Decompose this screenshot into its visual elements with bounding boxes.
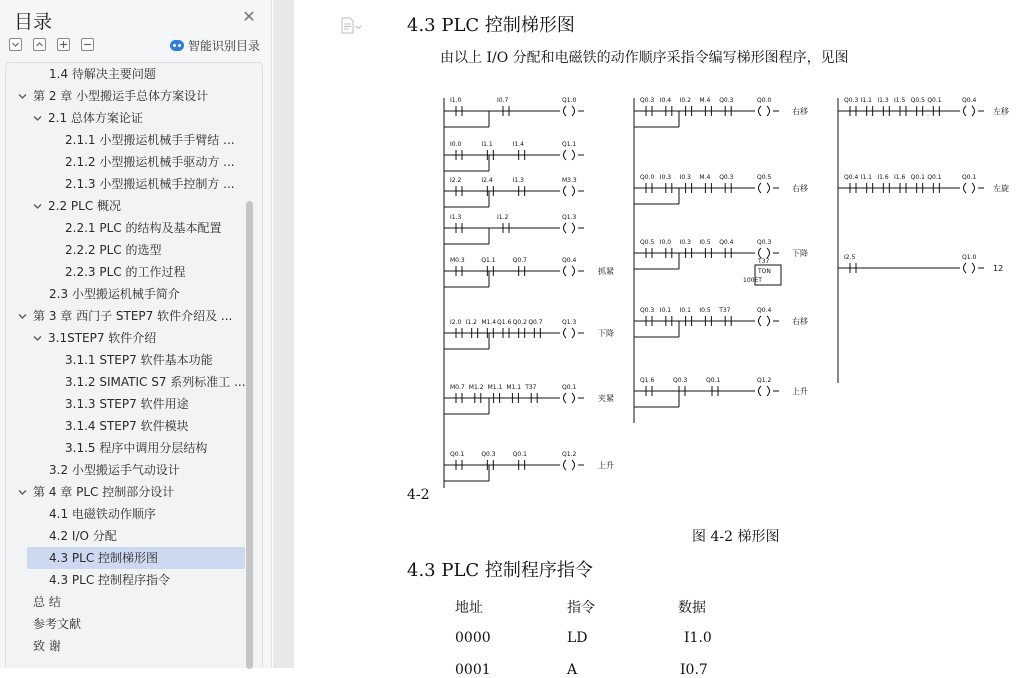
table-cell: 0000 — [455, 630, 491, 646]
chevron-down-icon[interactable] — [33, 334, 42, 343]
ladder-coil — [759, 248, 770, 258]
ladder-note: 抓紧 — [598, 267, 614, 276]
toc-item[interactable] — [6, 261, 245, 283]
toc-item-label: 总 结 — [33, 595, 61, 609]
toc-item[interactable] — [6, 635, 245, 657]
ladder-contact-label: I1.2 — [465, 319, 477, 326]
ladder-contact-label: M1.2 — [468, 384, 484, 391]
toc-item-label: 4.3 PLC 控制梯形图 — [49, 551, 159, 565]
ladder-note: 下降 — [792, 249, 808, 258]
ladder-contact-label: M1.1 — [506, 384, 522, 391]
ladder-contact-label: Q0.0 — [640, 174, 655, 181]
toc-item[interactable] — [6, 613, 245, 635]
toc-item[interactable] — [6, 415, 245, 437]
ladder-note: 夹紧 — [598, 394, 614, 403]
ladder-contact-label: I0.2 — [679, 97, 691, 104]
ladder-contact-label: Q0.7 — [512, 257, 527, 264]
toc-item[interactable] — [6, 459, 245, 481]
ladder-contact-label: I1.6 — [877, 174, 889, 181]
ladder-coil — [564, 266, 575, 276]
ladder-coil — [564, 106, 575, 116]
toc-item[interactable] — [6, 393, 245, 415]
toc-item-label: 3.1STEP7 软件介绍 — [48, 331, 157, 345]
ladder-contact-label: Q0.1 — [927, 174, 942, 181]
ladder-note: 左移 — [993, 107, 1009, 116]
toc-item-label: 3.1.3 STEP7 软件用途 — [65, 397, 189, 411]
timer-type: TON — [758, 268, 771, 275]
figure-caption: 图 4-2 梯形图 — [692, 529, 780, 545]
smart-toc-label: 智能识别目录 — [188, 39, 261, 53]
ladder-note: 右移 — [792, 317, 808, 326]
toc-item[interactable] — [6, 371, 245, 393]
ladder-coil-label: Q0.4 — [757, 307, 772, 314]
toc-item[interactable] — [6, 437, 245, 459]
toc-item-label: 2.2 PLC 概况 — [48, 199, 122, 213]
ladder-contact-label: Q0.1 — [512, 451, 527, 458]
ladder-contact-label: M1.4 — [481, 319, 497, 326]
ladder-contact-label: I0.5 — [699, 239, 711, 246]
ladder-note: 上升 — [598, 461, 614, 470]
ladder-note: 上升 — [792, 387, 808, 396]
ladder-contact-label: Q1.6 — [640, 377, 655, 384]
ladder-contact-label: M0.3 — [450, 257, 465, 264]
document-icon[interactable] — [341, 17, 363, 39]
ladder-contact-label: Q1.1 — [481, 257, 496, 264]
toc-item-label: 2.1 总体方案论证 — [48, 111, 143, 125]
ladder-contact-label: I2.4 — [481, 177, 493, 184]
ladder-contact-label: I0.3 — [659, 174, 672, 181]
add-heading-icon[interactable] — [57, 38, 70, 51]
ladder-coil-label: Q1.2 — [757, 377, 772, 384]
ladder-contact-label: I1.4 — [512, 141, 524, 148]
toc-item-label: 4.3 PLC 控制程序指令 — [49, 573, 171, 587]
ladder-coil-label: Q1.3 — [562, 214, 577, 221]
table-header-data: 数据 — [678, 600, 706, 616]
ladder-diagram — [438, 93, 1013, 493]
chevron-down-icon[interactable] — [33, 114, 42, 123]
ladder-note: 左旋 — [993, 184, 1009, 193]
ladder-contact-label: T37 — [525, 384, 537, 391]
toc-item[interactable] — [6, 569, 245, 591]
ladder-contact-label: Q0.3 — [719, 97, 734, 104]
ladder-coil — [759, 316, 770, 326]
ladder-contact-label: M.4 — [699, 174, 711, 181]
table-cell: 0001 — [455, 662, 491, 678]
toc-item-label: 2.2.1 PLC 的结构及基本配置 — [65, 221, 222, 235]
ladder-coil-label: Q0.0 — [757, 97, 772, 104]
collapse-all-icon[interactable] — [33, 38, 46, 51]
toc-item-label: 3.1.1 STEP7 软件基本功能 — [65, 353, 213, 367]
ladder-contact-label: I1.5 — [894, 97, 906, 104]
ladder-coil — [759, 386, 770, 396]
ladder-contact-label: I1.0 — [450, 97, 462, 104]
ladder-contact-label: I1.6 — [894, 174, 906, 181]
toc-item-label: 3.2 小型搬运手气动设计 — [49, 463, 180, 477]
ladder-coil-label: Q0.3 — [757, 239, 772, 246]
ladder-contact-label: Q0.3 — [640, 97, 655, 104]
ladder-contact-label: Q0.1 — [706, 377, 721, 384]
toc-item-label: 3.1.5 程序中调用分层结构 — [65, 441, 208, 455]
chevron-down-icon[interactable] — [18, 92, 27, 101]
toc-item[interactable] — [6, 327, 245, 349]
ladder-contact-label: I0.1 — [659, 307, 672, 314]
ladder-coil — [564, 460, 575, 470]
expand-all-icon[interactable] — [9, 38, 22, 51]
toc-scrollbar[interactable] — [246, 201, 253, 669]
ladder-contact-label: T37 — [719, 307, 731, 314]
ladder-contact-label: Q0.3 — [719, 174, 734, 181]
ladder-contact-label: Q0.4 — [719, 239, 734, 246]
ladder-coil-label: M3.3 — [562, 177, 577, 184]
ladder-coil — [564, 328, 575, 338]
ladder-contact-label: Q0.5 — [640, 239, 655, 246]
ladder-contact-label: I0.3 — [679, 239, 691, 246]
ladder-contact-label: Q0.1 — [927, 97, 942, 104]
ladder-coil-label: Q1.2 — [562, 451, 577, 458]
section2-heading: 4.3 PLC 控制程序指令 — [407, 560, 593, 581]
section-heading: 4.3 PLC 控制梯形图 — [407, 15, 575, 36]
toc-item-label: 致 谢 — [33, 639, 61, 653]
ladder-contact-label: M1.1 — [487, 384, 503, 391]
toc-item-label: 参考文献 — [33, 617, 82, 631]
ladder-contact-label: I0.0 — [659, 239, 672, 246]
ladder-coil-label: Q0.1 — [562, 384, 577, 391]
ladder-contact-label: Q0.5 — [910, 97, 925, 104]
ladder-contact-label: I1.3 — [450, 214, 462, 221]
timer-preset: 100ET — [743, 277, 762, 284]
ladder-note: 右移 — [792, 107, 808, 116]
toc-item-label: 2.2.2 PLC 的选型 — [65, 243, 162, 257]
toc-item[interactable] — [6, 129, 245, 151]
robot-icon — [170, 40, 184, 51]
ladder-note: 右移 — [792, 184, 808, 193]
ladder-coil-label: Q0.4 — [562, 257, 577, 264]
toc-item[interactable] — [6, 283, 245, 305]
chevron-down-icon[interactable] — [18, 488, 27, 497]
chevron-down-icon[interactable] — [33, 202, 42, 211]
toc-item[interactable] — [6, 481, 245, 503]
ladder-contact-label: I2.0 — [450, 319, 462, 326]
ladder-contact-label: Q0.1 — [910, 174, 925, 181]
toc-item[interactable] — [6, 503, 245, 525]
close-icon[interactable]: ✕ — [242, 7, 256, 26]
ladder-contact-label: I2.5 — [844, 254, 856, 261]
toc-item[interactable] — [6, 525, 245, 547]
toc-list — [5, 62, 263, 668]
ladder-coil-label: Q1.3 — [562, 319, 577, 326]
ladder-coil-label: Q0.5 — [757, 174, 772, 181]
ladder-contact-label: I1.2 — [497, 214, 509, 221]
toc-item[interactable] — [6, 217, 245, 239]
sidebar-title: 目录 — [14, 11, 53, 33]
ladder-contact-label: I0.4 — [659, 97, 672, 104]
timer-name: T37 — [758, 258, 770, 265]
table-header-instruction: 指令 — [567, 600, 595, 616]
ladder-contact-label: I0.0 — [450, 141, 462, 148]
toc-item[interactable] — [6, 349, 245, 371]
ladder-coil-label: Q0.1 — [962, 174, 977, 181]
remove-heading-icon[interactable] — [81, 38, 94, 51]
toc-item-label: 4.1 电磁铁动作顺序 — [49, 507, 156, 521]
toc-item[interactable] — [6, 173, 245, 195]
ladder-coil-label: Q0.4 — [962, 97, 977, 104]
ladder-coil-label: Q1.0 — [562, 97, 577, 104]
ladder-contact-label: I0.3 — [679, 174, 691, 181]
ladder-contact-label: Q0.1 — [450, 451, 465, 458]
ladder-contact-label: Q0.3 — [481, 451, 496, 458]
toc-item[interactable] — [6, 239, 245, 261]
ladder-contact-label: I0.7 — [497, 97, 509, 104]
toc-item-label: 2.1.1 小型搬运机械手手臂结 ... — [65, 133, 235, 147]
ladder-coil — [564, 150, 575, 160]
toc-item-label: 3.1.2 SIMATIC S7 系列标准工 ... — [65, 375, 246, 389]
chevron-down-icon[interactable] — [18, 312, 27, 321]
ladder-contact-label: M.4 — [699, 97, 711, 104]
ladder-coil — [964, 183, 975, 193]
ladder-coil — [564, 393, 575, 403]
ladder-coil-label: Q1.1 — [562, 141, 577, 148]
ladder-coil — [564, 186, 575, 196]
table-header-address: 地址 — [455, 600, 483, 616]
toc-item-label: 4.2 I/O 分配 — [49, 529, 117, 543]
table-cell: I1.0 — [684, 630, 712, 646]
ladder-note: 12 — [993, 264, 1004, 273]
ladder-coil — [964, 106, 975, 116]
toc-item[interactable] — [6, 85, 245, 107]
toc-item-label: 第 3 章 西门子 STEP7 软件介绍及 ... — [33, 309, 233, 323]
ladder-coil — [759, 106, 770, 116]
ladder-contact-label: I1.1 — [860, 174, 872, 181]
ladder-note: 下降 — [598, 329, 614, 338]
toc-item[interactable] — [6, 63, 245, 85]
ladder-contact-label: Q0.3 — [640, 307, 655, 314]
toc-item[interactable] — [6, 305, 245, 327]
ladder-coil — [759, 183, 770, 193]
toc-item-label: 2.3 小型搬运机械手简介 — [49, 287, 180, 301]
toc-item-label: 2.1.2 小型搬运机械手驱动方 ... — [65, 155, 235, 169]
ladder-contact-label: I2.2 — [450, 177, 462, 184]
ladder-contact-label: I1.3 — [877, 97, 889, 104]
ladder-contact-label: Q0.3 — [673, 377, 688, 384]
toc-item-label: 第 2 章 小型搬运手总体方案设计 — [33, 89, 209, 103]
toc-item-label: 第 4 章 PLC 控制部分设计 — [33, 485, 175, 499]
ladder-coil — [564, 223, 575, 233]
toc-item[interactable] — [6, 151, 245, 173]
toc-sidebar — [0, 0, 272, 668]
ladder-coil — [964, 263, 975, 273]
ladder-contact-label: Q1.6 — [497, 319, 512, 326]
ladder-contact-label: Q0.7 — [528, 319, 543, 326]
ladder-coil-label: Q1.0 — [962, 254, 977, 261]
toc-item[interactable] — [6, 591, 245, 613]
toc-item-label: 2.2.3 PLC 的工作过程 — [65, 265, 186, 279]
ladder-contact-label: Q0.3 — [844, 97, 859, 104]
toc-item[interactable] — [6, 195, 245, 217]
toc-item-label: 3.1.4 STEP7 软件模块 — [65, 419, 189, 433]
table-cell: I0.7 — [680, 662, 708, 678]
ladder-contact-label: I0.5 — [699, 307, 711, 314]
smart-toc-button[interactable] — [170, 37, 260, 54]
ladder-contact-label: I1.1 — [860, 97, 872, 104]
ladder-contact-label: I1.1 — [481, 141, 493, 148]
ladder-contact-label: M0.7 — [450, 384, 465, 391]
ladder-contact-label: Q0.2 — [512, 319, 527, 326]
toc-toolbar — [9, 38, 94, 52]
ladder-contact-label: I0.1 — [679, 307, 691, 314]
ladder-contact-label: I1.3 — [512, 177, 524, 184]
ladder-contact-label: Q0.4 — [844, 174, 859, 181]
toc-item-selected[interactable] — [27, 547, 245, 569]
figure-reference: 4-2 — [407, 487, 430, 503]
table-cell: A — [567, 662, 578, 678]
toc-item-label: 2.1.3 小型搬运机械手控制方 ... — [65, 177, 235, 191]
toc-item[interactable] — [6, 107, 245, 129]
intro-paragraph: 由以上 I/O 分配和电磁铁的动作顺序采指令编写梯形图程序，见图 — [440, 50, 849, 66]
toc-item-label: 1.4 待解决主要问题 — [49, 67, 156, 81]
table-cell: LD — [567, 630, 588, 646]
